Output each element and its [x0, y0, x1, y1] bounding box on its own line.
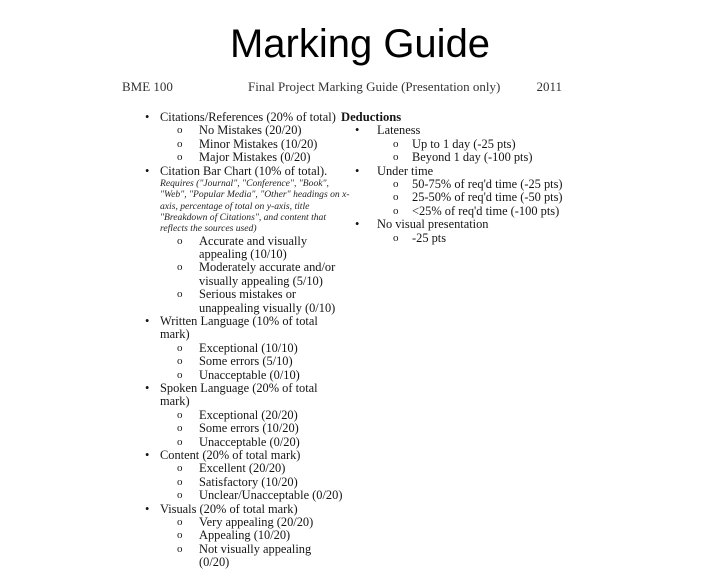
criterion-citation-bar-chart-levels	[144, 235, 344, 315]
deductions-column	[341, 111, 571, 245]
list-item: o Appealing (10/20)	[144, 529, 344, 542]
list-item: o -25 pts	[341, 232, 571, 245]
list-item: o Major Mistakes (0/20)	[144, 151, 344, 164]
list-item: o No Mistakes (20/20)	[144, 124, 344, 137]
slide-title: Marking Guide	[229, 22, 491, 66]
criterion-citation-bar-chart: • Citation Bar Chart (10% of total).	[144, 165, 344, 178]
deduction-lateness-items	[341, 138, 571, 165]
list-item: o Exceptional (20/20)	[144, 409, 344, 422]
list-item: o Satisfactory (10/20)	[144, 476, 344, 489]
guide-year: 2011	[536, 79, 562, 94]
deduction-lateness: • Lateness	[341, 124, 571, 137]
list-item: o Serious mistakes or unappealing visually (0/10)	[144, 288, 344, 315]
list-item: o Some errors (10/20)	[144, 422, 344, 435]
list-item: o Unacceptable (0/10)	[144, 369, 344, 382]
list-item: o Moderately accurate and/or visually appealing (5/10)	[144, 261, 344, 288]
document-header	[122, 79, 566, 97]
list-item: o Exceptional (10/10)	[144, 342, 344, 355]
deduction-no-visual-items	[341, 232, 571, 245]
marking-criteria-column	[144, 110, 350, 570]
criterion-spoken-language-levels	[144, 409, 344, 449]
deduction-under-time: • Under time	[341, 165, 571, 178]
list-item: o Very appealing (20/20)	[144, 516, 344, 529]
criterion-written-language-levels	[144, 342, 344, 382]
criterion-visuals-levels	[144, 516, 344, 570]
list-item: o Accurate and visually appealing (10/10)	[144, 235, 344, 262]
criterion-citations-levels	[144, 124, 344, 164]
list-item: o Not visually appealing (0/20)	[144, 543, 344, 570]
citation-chart-requirements-note: Requires ("Journal", "Conference", "Book", "Web", "Popular Media", "Other" headings on x-axis, percentage of total on y-axis, title "Breakdown of Citations", and content that reflects the sources used)	[160, 178, 350, 235]
list-item: o Beyond 1 day (-100 pts)	[341, 151, 571, 164]
deduction-no-visual: • No visual presentation	[341, 218, 571, 231]
list-item: o 50-75% of req'd time (-25 pts)	[341, 178, 571, 191]
list-item: o Unacceptable (0/20)	[144, 436, 344, 449]
deduction-under-time-items	[341, 178, 571, 218]
list-item: o Unclear/Unacceptable (0/20)	[144, 489, 344, 502]
list-item: o Minor Mistakes (10/20)	[144, 138, 344, 151]
course-code: BME 100	[122, 79, 173, 94]
criterion-citations: • Citations/References (20% of total)	[144, 111, 344, 124]
criterion-written-language: • Written Language (10% of total mark)	[144, 315, 344, 342]
criterion-spoken-language: • Spoken Language (20% of total mark)	[144, 382, 344, 409]
list-item: o <25% of req'd time (-100 pts)	[341, 205, 571, 218]
list-item: o Up to 1 day (-25 pts)	[341, 138, 571, 151]
criterion-content: • Content (20% of total mark)	[144, 449, 344, 462]
list-item: o Some errors (5/10)	[144, 355, 344, 368]
criterion-content-levels	[144, 462, 344, 502]
list-item: o Excellent (20/20)	[144, 462, 344, 475]
guide-title: Final Project Marking Guide (Presentation only)	[248, 79, 501, 94]
list-item: o 25-50% of req'd time (-50 pts)	[341, 191, 571, 204]
deductions-heading: Deductions	[341, 110, 402, 124]
criterion-visuals: • Visuals (20% of total mark)	[144, 503, 344, 516]
